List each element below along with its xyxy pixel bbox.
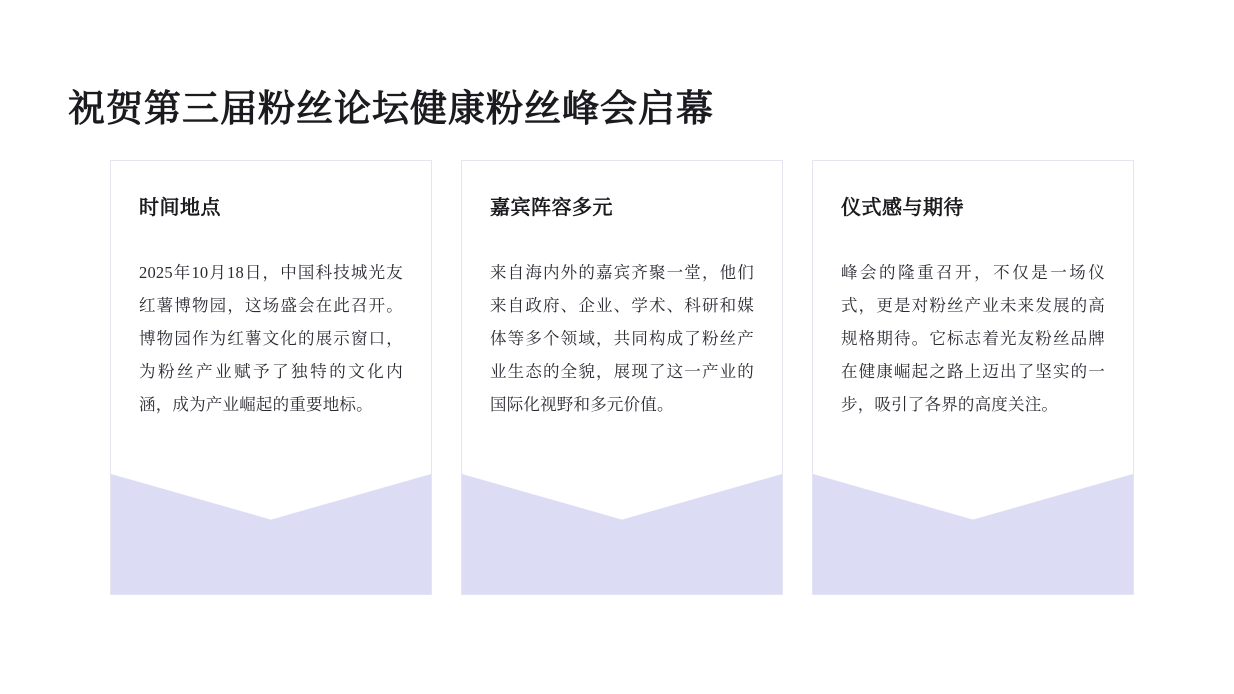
card-title: 仪式感与期待 <box>841 197 964 219</box>
chevron-banner-shape <box>111 474 431 594</box>
card-body <box>462 161 782 421</box>
chevron-banner-shape <box>462 474 782 594</box>
page-title: 祝贺第三届粉丝论坛健康粉丝峰会启幕 <box>68 88 714 130</box>
info-card <box>110 160 432 595</box>
info-card <box>461 160 783 595</box>
card-title: 时间地点 <box>139 197 221 219</box>
card-text: 来自海内外的嘉宾齐聚一堂，他们来自政府、企业、学术、科研和媒体等多个领域，共同构成了粉丝产业生态的全貌，展现了这一产业的国际化视野和多元价值。 <box>490 263 754 414</box>
chevron-banner-shape <box>813 474 1133 594</box>
card-body <box>111 161 431 421</box>
card-body <box>813 161 1133 421</box>
card-title: 嘉宾阵容多元 <box>490 197 613 219</box>
info-card <box>812 160 1134 595</box>
card-list <box>110 160 1134 595</box>
card-text: 2025年10月18日，中国科技城光友红薯博物园，这场盛会在此召开。博物园作为红薯文化的展示窗口，为粉丝产业赋予了独特的文化内涵，成为产业崛起的重要地标。 <box>139 263 403 414</box>
card-text: 峰会的隆重召开，不仅是一场仪式，更是对粉丝产业未来发展的高规格期待。它标志着光友粉丝品牌在健康崛起之路上迈出了坚实的一步，吸引了各界的高度关注。 <box>841 263 1105 414</box>
